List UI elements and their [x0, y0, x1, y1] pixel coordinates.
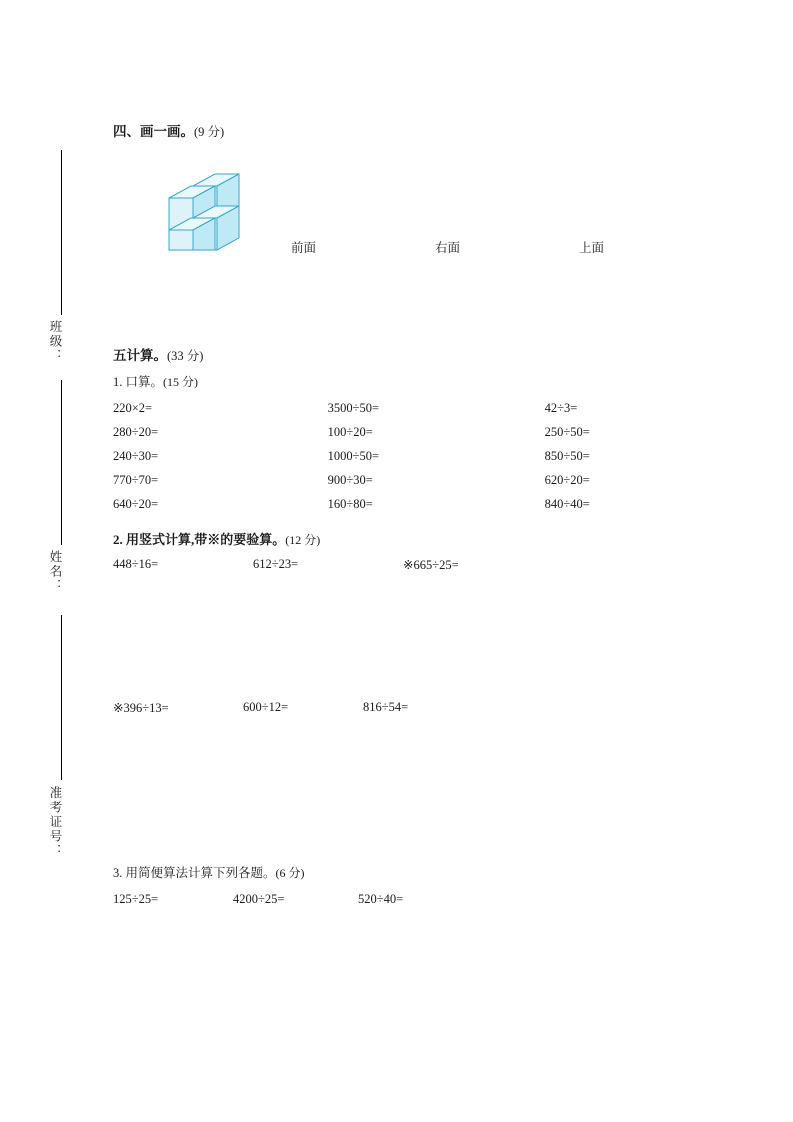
table-row: [113, 470, 673, 494]
section-four-title: 四、画一画。(9 分): [113, 124, 225, 139]
margin-divider-line-3: [61, 615, 62, 780]
oral-problem: 840÷40=: [544, 497, 590, 512]
vertical-problem: 448÷16=: [113, 556, 159, 571]
oral-problem: 250÷50=: [544, 425, 590, 440]
margin-divider-line-1: [61, 150, 62, 315]
cube-drawing-area: [113, 154, 733, 264]
oral-problem: 3500÷50=: [327, 401, 380, 416]
oral-problem: 160÷80=: [327, 497, 373, 512]
subsection-simple-title: 3. 用简便算法计算下列各题。(6 分): [113, 865, 305, 880]
simple-problem: 520÷40=: [358, 891, 404, 906]
field-label-exam-number: 准考证号：: [48, 786, 62, 859]
oral-problem: 42÷3=: [544, 401, 578, 416]
oral-problem: 850÷50=: [544, 449, 590, 464]
oral-problem: 100÷20=: [327, 425, 373, 440]
field-label-name: 姓名：: [48, 550, 62, 594]
exam-margin-column: [40, 150, 80, 859]
oral-problem: 640÷20=: [113, 497, 159, 512]
oral-problem: 900÷30=: [327, 473, 373, 488]
vertical-problem: ※396÷13=: [113, 700, 169, 715]
oral-problem: 620÷20=: [544, 473, 590, 488]
section-four: [113, 124, 733, 264]
simple-problem: 125÷25=: [113, 891, 159, 906]
vertical-problem: 612÷23=: [253, 556, 299, 571]
field-label-class: 班级：: [48, 320, 62, 364]
vertical-problem-row-2: [113, 700, 733, 718]
oral-problem: 240÷30=: [113, 449, 159, 464]
simple-problem: 4200÷25=: [233, 891, 285, 906]
section-five-title: 五计算。(33 分): [113, 348, 204, 363]
vertical-problem: 600÷12=: [243, 699, 289, 714]
view-label-row: [113, 238, 733, 258]
view-label-right: 右面: [435, 241, 461, 256]
oral-problem: 1000÷50=: [327, 449, 380, 464]
oral-calculation-table: [113, 398, 673, 518]
table-row: [113, 398, 673, 422]
section-five: [113, 348, 733, 910]
subsection-oral-title: 1. 口算。(15 分): [113, 375, 199, 390]
oral-problem: 770÷70=: [113, 473, 159, 488]
view-label-top: 上面: [579, 241, 605, 256]
margin-divider-line-2: [61, 380, 62, 545]
subsection-vertical-title: 2. 用竖式计算,带※的要验算。(12 分): [113, 532, 321, 548]
simple-problem-row-1: [113, 892, 733, 910]
oral-problem: 280÷20=: [113, 425, 159, 440]
oral-problem: 220×2=: [113, 401, 153, 416]
view-label-front: 前面: [291, 241, 317, 256]
table-row: [113, 446, 673, 470]
table-row: [113, 494, 673, 518]
vertical-problem: 816÷54=: [363, 699, 409, 714]
vertical-problem: ※665÷25=: [403, 557, 459, 572]
table-row: [113, 422, 673, 446]
vertical-problem-row-1: [113, 557, 733, 575]
